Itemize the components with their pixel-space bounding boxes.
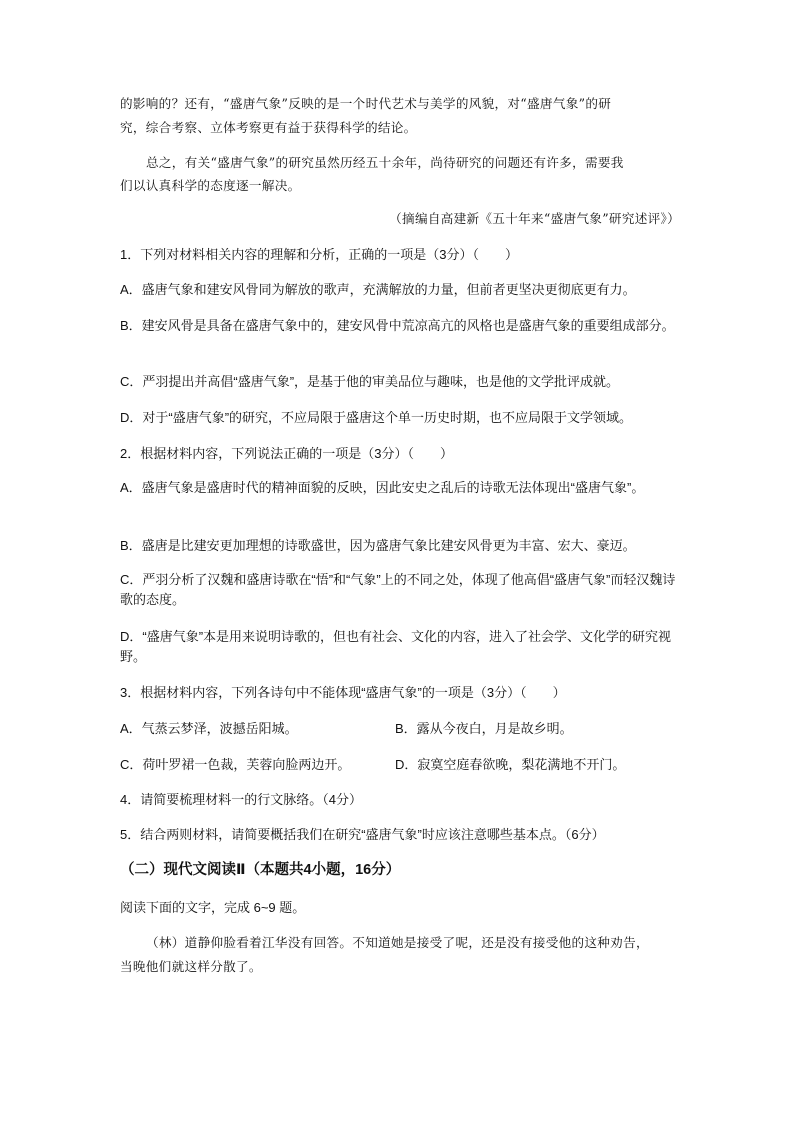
question-1-option-a: A．盛唐气象和建安风骨同为解放的歌声，充满解放的力量，但前者更坚决更彻底更有力。 <box>120 282 636 297</box>
material-paragraph-line: 们以认真科学的态度逐一解决。 <box>120 178 301 193</box>
material-paragraph-line: 的影响的？还有，“盛唐气象”反映的是一个时代艺术与美学的风貌，对“盛唐气象”的研 <box>120 96 612 111</box>
question-3-option-c: C．荷叶罗裙一色裁，芙蓉向脸两边开。 <box>120 757 351 772</box>
question-2-option-b: B．盛唐是比建安更加理想的诗歌盛世，因为盛唐气象比建安风骨更为丰富、宏大、豪迈。 <box>120 538 636 553</box>
material-paragraph-line: 究，综合考察、立体考察更有益于获得科学的结论。 <box>120 120 417 135</box>
question-2-option-c: C．严羽分析了汉魏和盛唐诗歌在“悟”和“气象”上的不同之处，体现了他高倡“盛唐气象”而轻汉魏诗歌的态度。 <box>120 572 676 607</box>
material-paragraph-line: 总之，有关“盛唐气象”的研究虽然历经五十余年，尚待研究的问题还有许多，需要我 <box>146 155 624 170</box>
question-1-option-c: C．严羽提出并高倡“盛唐气象”，是基于他的审美品位与趣味，也是他的文学批评成就。 <box>120 374 620 389</box>
material-source: （摘编自高建新《五十年来“盛唐气象”研究述评》） <box>389 211 680 226</box>
section-instruction: 阅读下面的文字，完成 6~9 题。 <box>120 900 306 915</box>
question-3-stem: 3．根据材料内容，下列各诗句中不能体现“盛唐气象”的一项是（3分）（ ） <box>120 685 566 700</box>
question-2-option-a: A．盛唐气象是盛唐时代的精神面貌的反映，因此安史之乱后的诗歌无法体现出“盛唐气象”。 <box>120 480 645 495</box>
question-1-option-b: B．建安风骨是具备在盛唐气象中的，建安风骨中荒凉高亢的风格也是盛唐气象的重要组成部分。 <box>120 318 675 333</box>
question-3-option-d: D．寂寞空庭春欲晚，梨花满地不开门。 <box>395 757 626 772</box>
question-3-option-a: A．气蒸云梦泽，波撼岳阳城。 <box>120 721 298 736</box>
question-2-option-d: D．“盛唐气象”本是用来说明诗歌的，但也有社会、文化的内容，进入了社会学、文化学的研究视野。 <box>120 629 672 664</box>
question-1-option-d: D．对于“盛唐气象”的研究，不应局限于盛唐这个单一历史时期，也不应局限于文学领域。 <box>120 410 633 425</box>
question-2-stem: 2．根据材料内容，下列说法正确的一项是（3分）（ ） <box>120 446 453 461</box>
story-paragraph-line: （林）道静仰脸看着江华没有回答。不知道她是接受了呢，还是没有接受他的这种劝告， <box>146 935 649 950</box>
question-3-option-b: B．露从今夜白，月是故乡明。 <box>395 721 573 736</box>
section-heading: （二）现代文阅读Ⅱ（本题共4小题，16分） <box>120 862 401 878</box>
question-5: 5．结合两则材料，请简要概括我们在研究“盛唐气象”时应该注意哪些基本点。（6分） <box>120 827 605 842</box>
question-1-stem: 1．下列对材料相关内容的理解和分析，正确的一项是（3分）（ ） <box>120 247 518 262</box>
story-paragraph-line: 当晚他们就这样分散了。 <box>120 959 262 974</box>
question-4: 4．请简要梳理材料一的行文脉络。（4分） <box>120 792 362 807</box>
